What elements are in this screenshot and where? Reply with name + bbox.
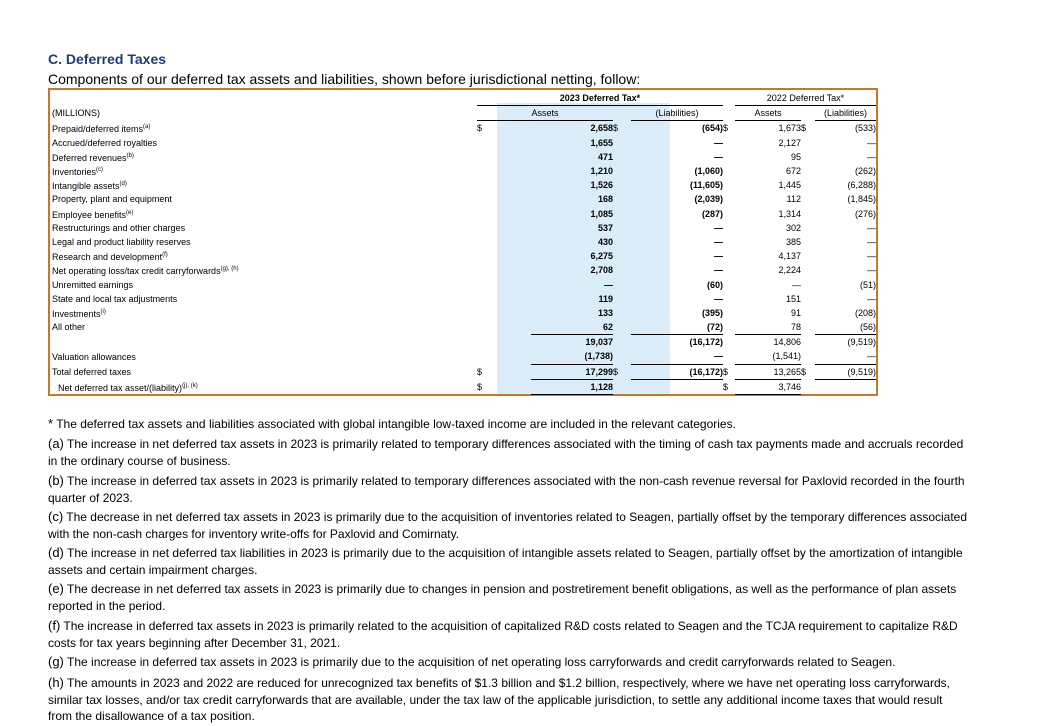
dollar-sign xyxy=(801,164,815,178)
liabilities-2022: — xyxy=(867,293,876,304)
liabilities-2022: (533) xyxy=(854,123,876,134)
row-label xyxy=(52,150,477,164)
row-label xyxy=(52,235,477,249)
assets-2023: — xyxy=(604,279,613,290)
footnote-ref: (f) xyxy=(162,252,168,259)
dollar-sign xyxy=(613,192,631,206)
dollar-sign xyxy=(477,235,531,249)
group-header-2023: 2023 Deferred Tax* xyxy=(477,91,723,106)
liabilities-2022: — xyxy=(867,251,876,262)
assets-2023: 1,210 xyxy=(590,166,613,177)
assets-2023: 17,299 xyxy=(531,364,613,379)
footnote-ref: (i) xyxy=(100,308,106,315)
dollar-sign xyxy=(723,164,735,178)
liabilities-2023: — xyxy=(714,222,723,233)
row-label xyxy=(52,379,477,394)
table-row xyxy=(52,235,876,249)
footnote-text: The deferred tax assets and liabilities associated with global intangible low-taxed income are included in the relevant categories. xyxy=(56,417,736,431)
row-label-text: Net operating loss/tax credit carryforwards xyxy=(52,266,221,277)
dollar-sign: $ xyxy=(723,123,729,134)
dollar-sign xyxy=(613,263,631,277)
dollar-sign xyxy=(477,306,531,320)
row-label xyxy=(52,306,477,320)
footnote-text: The decrease in net deferred tax assets in 2023 is primarily due to changes in pension and postretirement benefit obligations, as well as the performance of plan assets reported in the period. xyxy=(48,582,957,613)
row-label xyxy=(52,364,477,379)
dollar-sign xyxy=(801,136,815,150)
assets-2022: 151 xyxy=(785,293,801,304)
col-header-assets-2022: Assets xyxy=(735,106,801,121)
section-subtitle: Components of our deferred tax assets and liabilities, shown before jurisdictional netting, follow: xyxy=(48,71,641,87)
dollar-sign: $ xyxy=(801,123,807,134)
footnote-ref: (e) xyxy=(126,209,134,216)
assets-2023: 430 xyxy=(597,236,613,247)
row-label-text: Research and development xyxy=(52,252,163,263)
assets-2022: 14,806 xyxy=(773,337,801,348)
assets-2022: 1,445 xyxy=(778,180,801,191)
liabilities-2022: (6,288) xyxy=(847,180,876,191)
row-label-text: All other xyxy=(52,322,86,333)
assets-2023: 6,275 xyxy=(590,251,613,262)
dollar-sign xyxy=(723,335,735,350)
dollar-sign xyxy=(613,320,631,335)
row-label-text: Restructurings and other charges xyxy=(52,222,186,233)
row-label-text: Employee benefits xyxy=(52,209,127,220)
row-label xyxy=(52,121,477,136)
footnote-text: The increase in net deferred tax liabilities in 2023 is primarily due to the acquisition of intangible assets related to Seagen, partially offset by the amortization of intangible assets and certain impairment charges. xyxy=(48,546,963,577)
dollar-sign xyxy=(801,306,815,320)
footnote-ref: (c) xyxy=(96,167,104,174)
dollar-sign xyxy=(477,150,531,164)
dollar-sign xyxy=(723,349,735,364)
dollar-sign: $ xyxy=(477,381,483,392)
dollar-sign xyxy=(613,178,631,192)
assets-2022: 3,746 xyxy=(735,379,801,394)
table-row xyxy=(52,192,876,206)
assets-2022: 91 xyxy=(790,307,801,318)
assets-2022: 1,673 xyxy=(778,123,801,134)
assets-2023: 2,658 xyxy=(590,123,613,134)
dollar-sign xyxy=(613,335,631,350)
table-row xyxy=(52,150,876,164)
table-row xyxy=(52,335,876,350)
assets-2022: 672 xyxy=(785,166,801,177)
row-label-text: Accrued/deferred royalties xyxy=(52,137,158,148)
table-row xyxy=(52,178,876,192)
assets-2023: 1,526 xyxy=(590,180,613,191)
dollar-sign xyxy=(477,263,531,277)
row-label-text: Deferred revenues xyxy=(52,152,127,163)
footnote-mark: (a) xyxy=(48,436,64,451)
column-header-row xyxy=(52,106,876,121)
liabilities-2023: (395) xyxy=(701,307,723,318)
liabilities-2023: — xyxy=(714,137,723,148)
dollar-sign xyxy=(723,249,735,263)
assets-2023: 168 xyxy=(597,194,613,205)
dollar-sign xyxy=(801,320,815,335)
row-label-text: Legal and product liability reserves xyxy=(52,236,191,247)
row-label-text: Valuation allowances xyxy=(52,351,136,362)
row-label-text: Prepaid/deferred items xyxy=(52,124,144,135)
assets-2023: (1,738) xyxy=(531,349,613,364)
liabilities-2022: — xyxy=(867,236,876,247)
dollar-sign xyxy=(613,221,631,235)
footnote-mark: (c) xyxy=(48,509,64,524)
dollar-sign xyxy=(477,320,531,335)
group-header-2022: 2022 Deferred Tax* xyxy=(735,91,876,106)
dollar-sign xyxy=(477,136,531,150)
assets-2023: 119 xyxy=(598,293,613,304)
dollar-sign xyxy=(801,249,815,263)
dollar-sign xyxy=(723,207,735,221)
liabilities-2022: — xyxy=(867,222,876,233)
assets-2022: 2,224 xyxy=(778,265,801,276)
footnote-f xyxy=(48,618,968,651)
dollar-sign: $ xyxy=(801,366,807,377)
assets-2022: (1,541) xyxy=(735,349,801,364)
row-label xyxy=(52,192,477,206)
assets-2022: 1,314 xyxy=(778,208,801,219)
table-row xyxy=(52,164,876,178)
table-row xyxy=(52,221,876,235)
dollar-sign xyxy=(723,292,735,306)
dollar-sign xyxy=(801,221,815,235)
assets-2022: 13,265 xyxy=(735,364,801,379)
liabilities-2023: — xyxy=(714,236,723,247)
dollar-sign xyxy=(723,136,735,150)
deferred-tax-table xyxy=(52,91,876,395)
liabilities-2022: — xyxy=(815,349,876,364)
footnote-text: The increase in net deferred tax assets in 2023 is primarily related to temporary differences associated with the timing of cash tax payments made and accruals recorded in the ordinary course of business. xyxy=(48,437,964,468)
dollar-sign xyxy=(613,292,631,306)
footnote-mark: (f) xyxy=(48,618,61,633)
liabilities-2023: — xyxy=(714,151,723,162)
row-label-text: Net deferred tax asset/(liability) xyxy=(58,382,183,393)
dollar-sign xyxy=(477,207,531,221)
footnote-ref: (d) xyxy=(119,181,127,188)
liabilities-2022: (9,519) xyxy=(847,337,876,348)
row-label-text: Unremitted earnings xyxy=(52,279,134,290)
dollar-sign xyxy=(723,320,735,335)
liabilities-2023: (16,172) xyxy=(689,337,723,348)
assets-2023: 1,128 xyxy=(531,379,613,394)
footnote-text: The increase in deferred tax assets in 2023 is primarily related to temporary differences associated with the non-cash revenue reversal for Paxlovid recorded in the fourth quarter of 2023. xyxy=(48,474,965,505)
footnote-text: The amounts in 2023 and 2022 are reduced for unrecognized tax benefits of $1.3 billion and $1.2 billion, respectively, where we have net operating loss carryforwards, similar tax losses, and/or tax credit carryforwards that are available, under the tax law of the applicable jurisdiction, to settle any additional income taxes that would result from the disallowance of a tax position. xyxy=(48,676,950,723)
dollar-sign: $ xyxy=(477,366,483,377)
liabilities-2023: — xyxy=(714,293,723,304)
footnote-a xyxy=(48,436,968,469)
dollar-sign xyxy=(477,292,531,306)
liabilities-2022: — xyxy=(867,137,876,148)
liabilities-2023: (287) xyxy=(701,208,723,219)
dollar-sign xyxy=(477,221,531,235)
table-row xyxy=(52,249,876,263)
assets-2023: 62 xyxy=(531,320,613,335)
row-label xyxy=(52,320,477,335)
dollar-sign: $ xyxy=(723,381,729,392)
row-label-text: State and local tax adjustments xyxy=(52,293,178,304)
table-row xyxy=(52,379,876,394)
liabilities-2023: — xyxy=(714,265,723,276)
dollar-sign xyxy=(801,263,815,277)
row-label-text: Total deferred taxes xyxy=(52,366,132,377)
liabilities-2022: (56) xyxy=(815,320,876,335)
dollar-sign xyxy=(613,306,631,320)
row-label xyxy=(52,221,477,235)
table-row xyxy=(52,306,876,320)
row-label xyxy=(52,292,477,306)
liabilities-2022: (208) xyxy=(854,307,876,318)
dollar-sign xyxy=(723,263,735,277)
liabilities-2023: (11,605) xyxy=(689,180,723,191)
dollar-sign xyxy=(801,235,815,249)
dollar-sign xyxy=(477,192,531,206)
liabilities-2023: (2,039) xyxy=(694,194,723,205)
footnote-star xyxy=(48,416,736,433)
footnote-mark: * xyxy=(48,416,54,431)
footnote-e xyxy=(48,581,968,614)
dollar-sign xyxy=(801,277,815,291)
dollar-sign xyxy=(801,178,815,192)
table-row xyxy=(52,277,876,291)
liabilities-2023: (16,172) xyxy=(631,364,723,379)
assets-2023: 537 xyxy=(597,222,613,233)
dollar-sign: $ xyxy=(613,366,619,377)
dollar-sign xyxy=(613,249,631,263)
dollar-sign xyxy=(723,178,735,192)
footnote-ref: (j), (k) xyxy=(182,382,198,389)
liabilities-2022: (262) xyxy=(854,166,876,177)
footnote-ref: (b) xyxy=(126,152,134,159)
dollar-sign xyxy=(723,235,735,249)
table-row xyxy=(52,292,876,306)
table-row xyxy=(52,121,876,136)
col-header-liabilities-2022: (Liabilities) xyxy=(815,106,876,121)
row-label xyxy=(52,249,477,263)
liabilities-2023: (1,060) xyxy=(694,166,723,177)
assets-2022: — xyxy=(792,279,801,290)
liabilities-2023 xyxy=(631,379,723,394)
row-label xyxy=(52,349,477,364)
assets-2022: 95 xyxy=(790,151,801,162)
footnote-h xyxy=(48,675,968,725)
liabilities-2023: — xyxy=(714,251,723,262)
footnote-g xyxy=(48,654,895,671)
liabilities-2022: (276) xyxy=(854,208,876,219)
dollar-sign xyxy=(801,192,815,206)
footnote-mark: (d) xyxy=(48,545,64,560)
dollar-sign xyxy=(613,136,631,150)
dollar-sign xyxy=(723,150,735,164)
row-label-text: Inventories xyxy=(52,167,97,178)
liabilities-2022: — xyxy=(867,151,876,162)
dollar-sign xyxy=(613,207,631,221)
row-label xyxy=(52,335,477,350)
liabilities-2023: (72) xyxy=(631,320,723,335)
liabilities-2023: (60) xyxy=(706,279,723,290)
row-label xyxy=(52,263,477,277)
dollar-sign xyxy=(723,192,735,206)
assets-2022: 2,127 xyxy=(778,137,801,148)
col-header-liabilities-2023: (Liabilities) xyxy=(631,106,723,121)
dollar-sign: $ xyxy=(613,123,619,134)
dollar-sign xyxy=(477,164,531,178)
dollar-sign xyxy=(613,277,631,291)
row-label xyxy=(52,178,477,192)
table-body xyxy=(52,91,876,394)
table-row xyxy=(52,207,876,221)
dollar-sign xyxy=(613,379,631,394)
assets-2023: 2,708 xyxy=(590,265,613,276)
liabilities-2022: — xyxy=(867,265,876,276)
assets-2022: 302 xyxy=(785,222,801,233)
footnote-text: The increase in deferred tax assets in 2023 is primarily due to the acquisition of net operating loss carryforwards and credit carryforwards related to Seagen. xyxy=(67,655,896,669)
dollar-sign xyxy=(477,277,531,291)
assets-2023: 471 xyxy=(597,151,613,162)
footnote-b xyxy=(48,473,968,506)
footnote-mark: (e) xyxy=(48,581,64,596)
dollar-sign: $ xyxy=(723,366,729,377)
dollar-sign xyxy=(613,349,631,364)
dollar-sign xyxy=(477,249,531,263)
dollar-sign xyxy=(477,349,531,364)
dollar-sign xyxy=(801,379,815,394)
assets-2023: 133 xyxy=(597,307,613,318)
footnote-ref: (a) xyxy=(143,124,151,131)
assets-2022: 78 xyxy=(735,320,801,335)
row-label xyxy=(52,136,477,150)
row-label-text: Intangible assets xyxy=(52,181,120,192)
dollar-sign: $ xyxy=(477,123,483,134)
footnote-mark: (h) xyxy=(48,675,64,690)
dollar-sign xyxy=(613,164,631,178)
table-row xyxy=(52,349,876,364)
row-label xyxy=(52,207,477,221)
dollar-sign xyxy=(723,277,735,291)
liabilities-2023: — xyxy=(631,349,723,364)
table-row xyxy=(52,136,876,150)
liabilities-2022: (9,519) xyxy=(815,364,876,379)
liabilities-2022 xyxy=(815,379,876,394)
dollar-sign xyxy=(477,335,531,350)
assets-2022: 4,137 xyxy=(778,251,801,262)
dollar-sign xyxy=(801,150,815,164)
dollar-sign xyxy=(723,221,735,235)
assets-2022: 112 xyxy=(786,194,801,205)
dollar-sign xyxy=(613,235,631,249)
footnote-c xyxy=(48,509,968,542)
row-label xyxy=(52,277,477,291)
row-label-text: Investments xyxy=(52,308,101,319)
liabilities-2022: (51) xyxy=(859,279,876,290)
table-row xyxy=(52,263,876,277)
dollar-sign xyxy=(723,306,735,320)
footnote-mark: (b) xyxy=(48,473,64,488)
footnote-text: The decrease in net deferred tax assets in 2023 is primarily due to the acquisition of inventories related to Seagen, partially offset by the temporary differences associated with the non-cash charges for inventory write-offs for Paxlovid and Comirnaty. xyxy=(48,510,968,541)
liabilities-2022: (1,845) xyxy=(847,194,876,205)
footnote-d xyxy=(48,545,968,578)
dollar-sign xyxy=(477,178,531,192)
footnote-ref: (g), (h) xyxy=(220,266,239,273)
assets-2023: 19,037 xyxy=(585,337,613,348)
assets-2023: 1,655 xyxy=(590,137,613,148)
table-row xyxy=(52,364,876,379)
dollar-sign xyxy=(613,150,631,164)
row-label-text: Property, plant and equipment xyxy=(52,194,172,205)
footnote-text: The increase in deferred tax assets in 2023 is primarily related to the acquisition of capitalized R&D costs related to Seagen and the TCJA requirement to capitalize R&D costs for tax years beginning after December 31, 2021. xyxy=(48,619,958,650)
assets-2023: 1,085 xyxy=(590,208,613,219)
row-label xyxy=(52,164,477,178)
units-label: (MILLIONS) xyxy=(52,108,101,119)
group-header-row xyxy=(52,91,876,106)
dollar-sign xyxy=(801,335,815,350)
dollar-sign xyxy=(801,207,815,221)
table-row xyxy=(52,320,876,335)
dollar-sign xyxy=(801,292,815,306)
dollar-sign xyxy=(801,349,815,364)
footnote-mark: (g) xyxy=(48,654,64,669)
col-header-assets-2023: Assets xyxy=(477,106,613,121)
assets-2022: 385 xyxy=(785,236,801,247)
section-title: C. Deferred Taxes xyxy=(48,51,167,67)
liabilities-2023: (654) xyxy=(701,123,723,134)
